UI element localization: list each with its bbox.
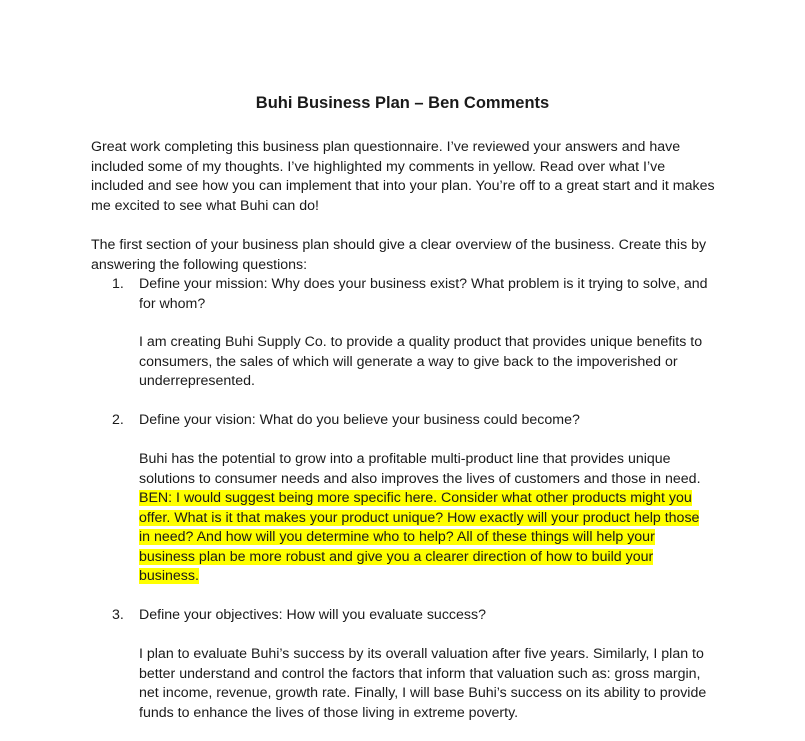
item-number: 2. [112, 412, 124, 428]
item-number: 3. [112, 607, 124, 623]
item-number: 1. [112, 276, 124, 292]
intro-paragraph: Great work completing this business plan questionnaire. I’ve reviewed your answers and have included some of my thoughts. I’ve highlighted my comments in yellow. Read over what I’ve included and see how you can implement that into your plan. You’re off to a great start and it makes me excited to see what Buhi can do! [91, 139, 715, 214]
answer-text: Buhi has the potential to grow into a profitable multi-product line that provides unique solutions to consumer needs and also improves the lives of customers and those in need. [139, 451, 701, 487]
question-text: Define your vision: What do you believe your business could become? [139, 412, 580, 428]
question-text: Define your mission: Why does your business exist? What problem is it trying to solve, and for whom? [139, 276, 708, 312]
answer-text: I plan to evaluate Buhi’s success by its overall valuation after five years. Similarly, I plan to better understand and control the factors that inform that valuation such as: gross margin, net income, revenue, growth rate. Finally, I will base Buhi’s success on its ability to provide funds to enhance the lives of those living in extreme poverty. [139, 646, 707, 721]
answer-text: I am creating Buhi Supply Co. to provide a quality product that provides unique benefits to consumers, the sales of which will generate a way to give back to the impoverished or underrepresented. [139, 334, 703, 389]
document-title: Buhi Business Plan – Ben Comments [255, 94, 550, 112]
question-text: Define your objectives: How will you evaluate success? [139, 607, 486, 623]
answer-block [139, 450, 709, 587]
section-intro-paragraph: The first section of your business plan should give a clear overview of the business. Create this by answering the following questions: [91, 237, 707, 273]
ben-comment-highlight: BEN: I would suggest being more specific here. Consider what other products might you offer. What is it that makes your product unique? How exactly will your product help those in need? And how will you determine who to help? All of these things will help your business plan be more robust and give you a clearer direction of how to build your business. [139, 490, 700, 584]
